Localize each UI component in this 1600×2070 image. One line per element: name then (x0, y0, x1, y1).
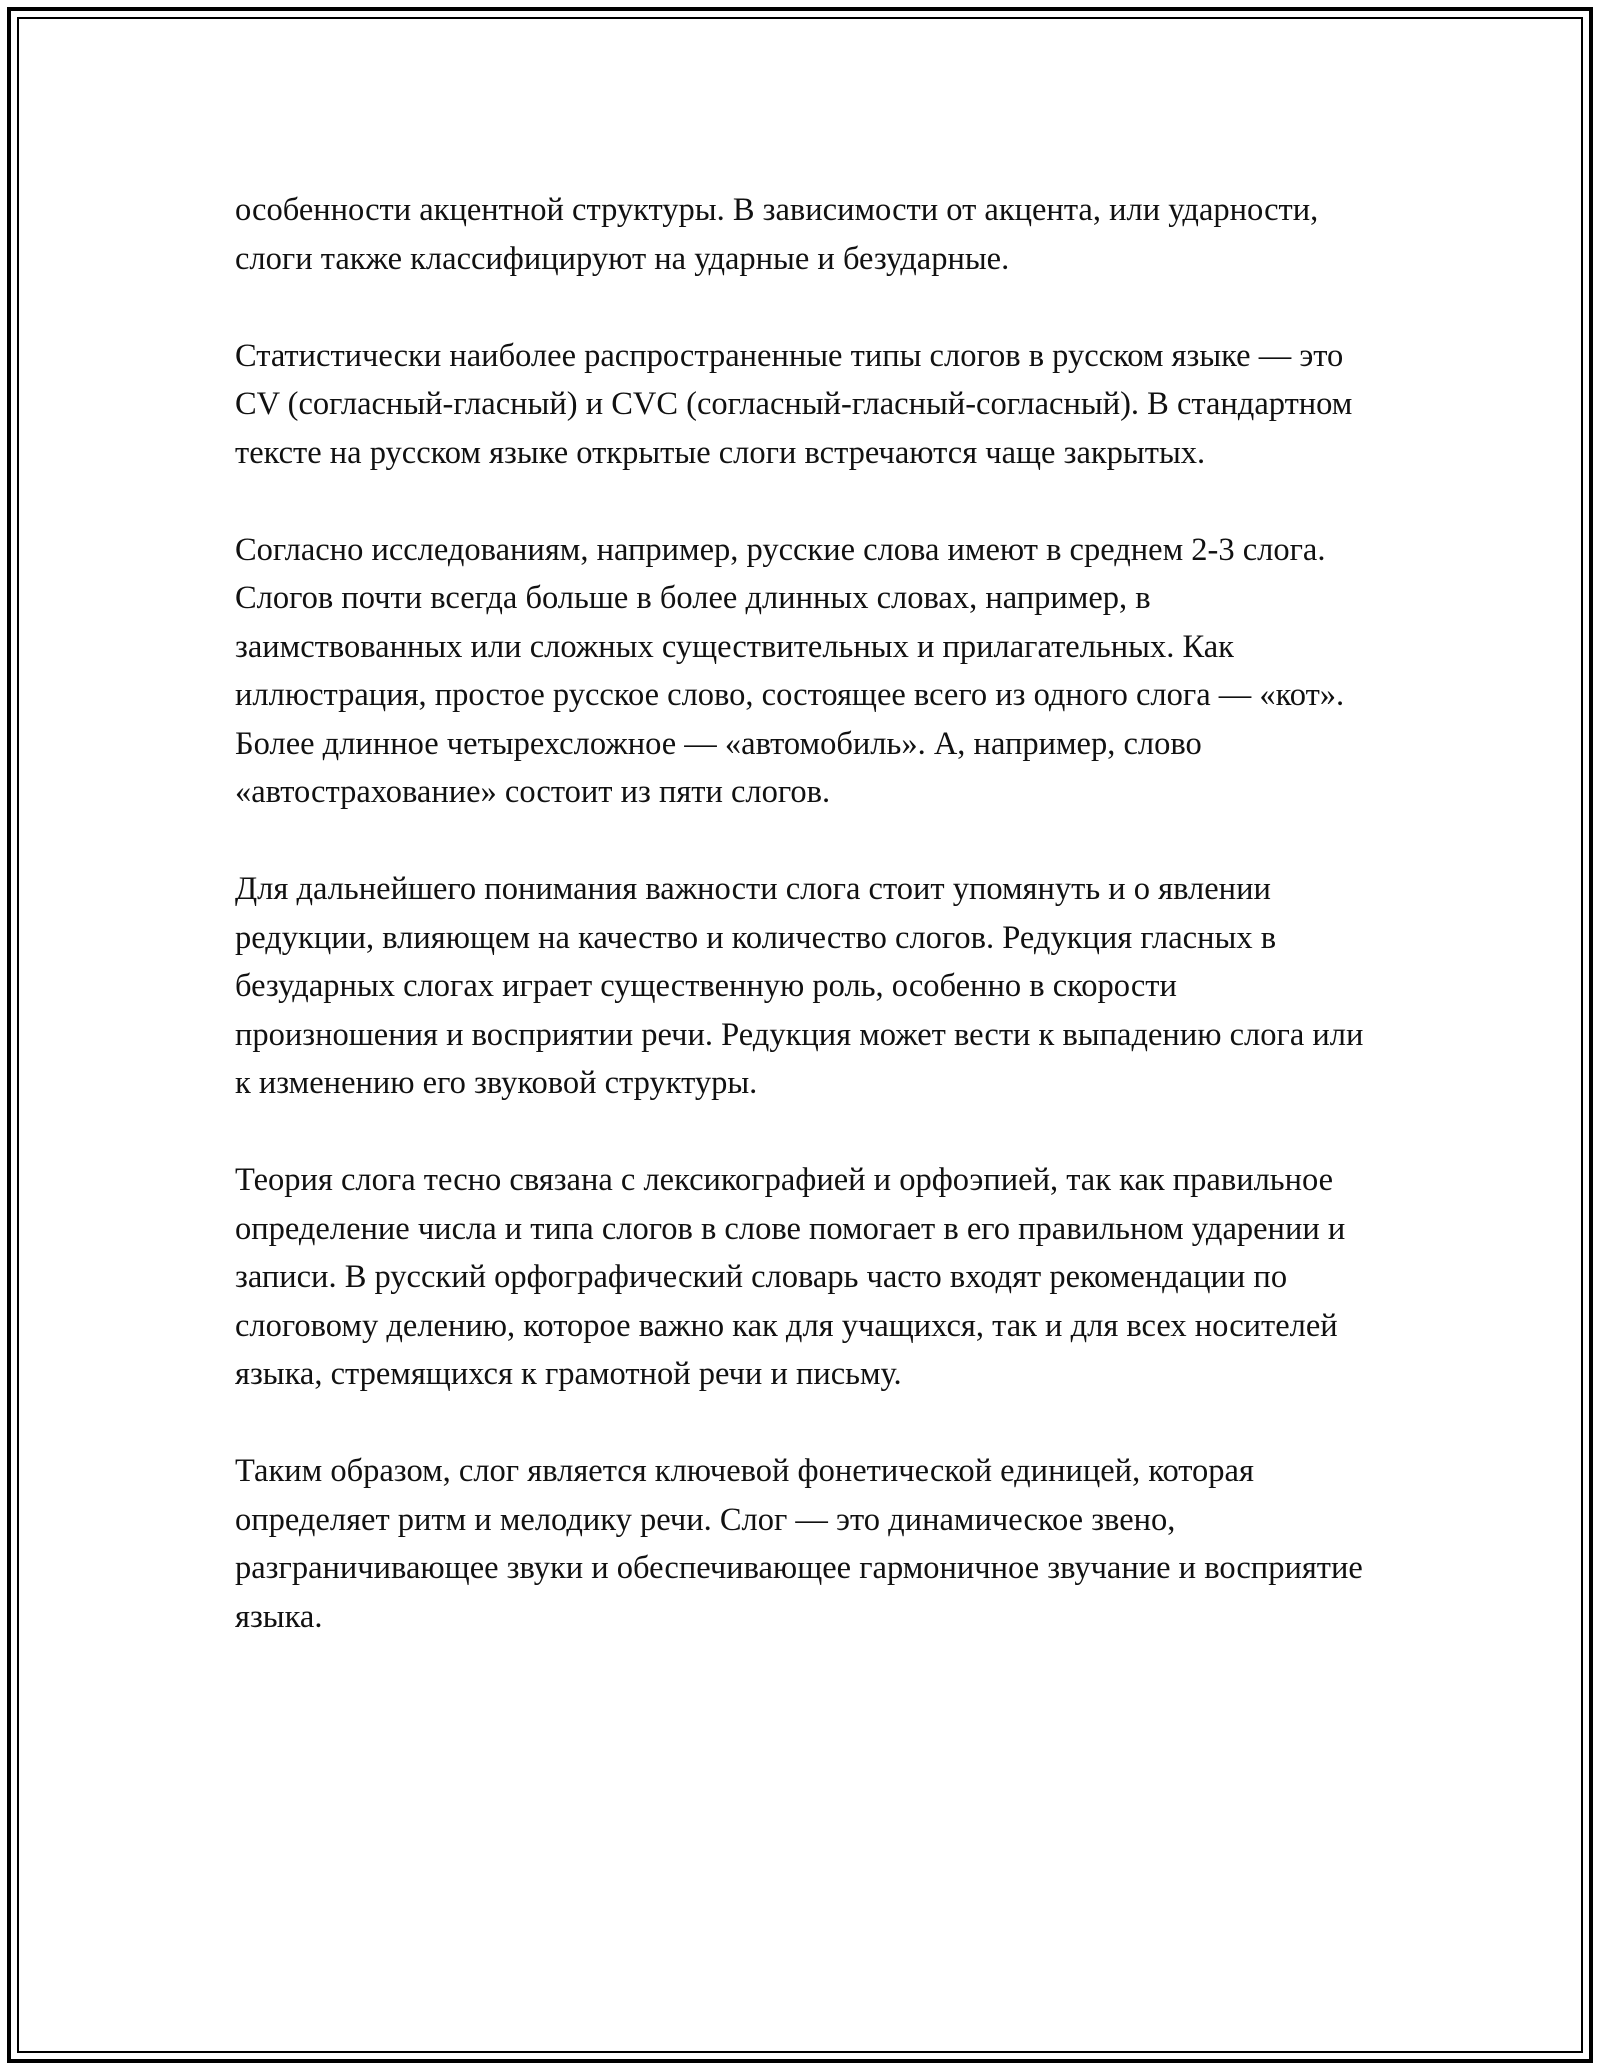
paragraph-5: Теория слога тесно связана с лексикографией и орфоэпией, так как правильное определение числа и типа слогов в слове помогает в его правильном ударении и записи. В русский орфографический словарь часто входят рекомендации по слоговому делению, которое важно как для учащихся, так и для всех носителей языка, стремящихся к грамотной речи и письму. (235, 1162, 1346, 1392)
document-body (235, 186, 1365, 1641)
paragraph-2: Статистически наиболее распространенные типы слогов в русском языке — это CV (согласный-гласный) и CVC (согласный-гласный-согласный). В стандартном тексте на русском языке открытые слоги встречаются чаще закрытых. (235, 337, 1353, 471)
paragraph-6: Таким образом, слог является ключевой фонетической единицей, которая определяет ритм и мелодику речи. Слог — это динамическое звено, разграничивающее звуки и обеспечивающее гармоничное звучание и восприятие языка. (235, 1453, 1363, 1635)
paragraph-3: Согласно исследованиям, например, русские слова имеют в среднем 2-3 слога. Слогов почти всегда больше в более длинных словах, например, в заимствованных или сложных существительных и прилагательных. Как иллюстрация, простое русское слово, состоящее всего из одного слога — «кот». Более длинное четырехсложное — «автомобиль». А, например, слово «автострахование» состоит из пяти слогов. (235, 531, 1345, 810)
paragraph-4: Для дальнейшего понимания важности слога стоит упомянуть и о явлении редукции, влияющем на качество и количество слогов. Редукция гласных в безударных слогах играет существенную роль, особенно в скорости произношения и восприятии речи. Редукция может вести к выпадению слога или к изменению его звуковой структуры. (235, 871, 1364, 1101)
paragraph-1: особенности акцентной структуры. В зависимости от акцента, или ударности, слоги также классифицируют на ударные и безударные. (235, 192, 1319, 277)
